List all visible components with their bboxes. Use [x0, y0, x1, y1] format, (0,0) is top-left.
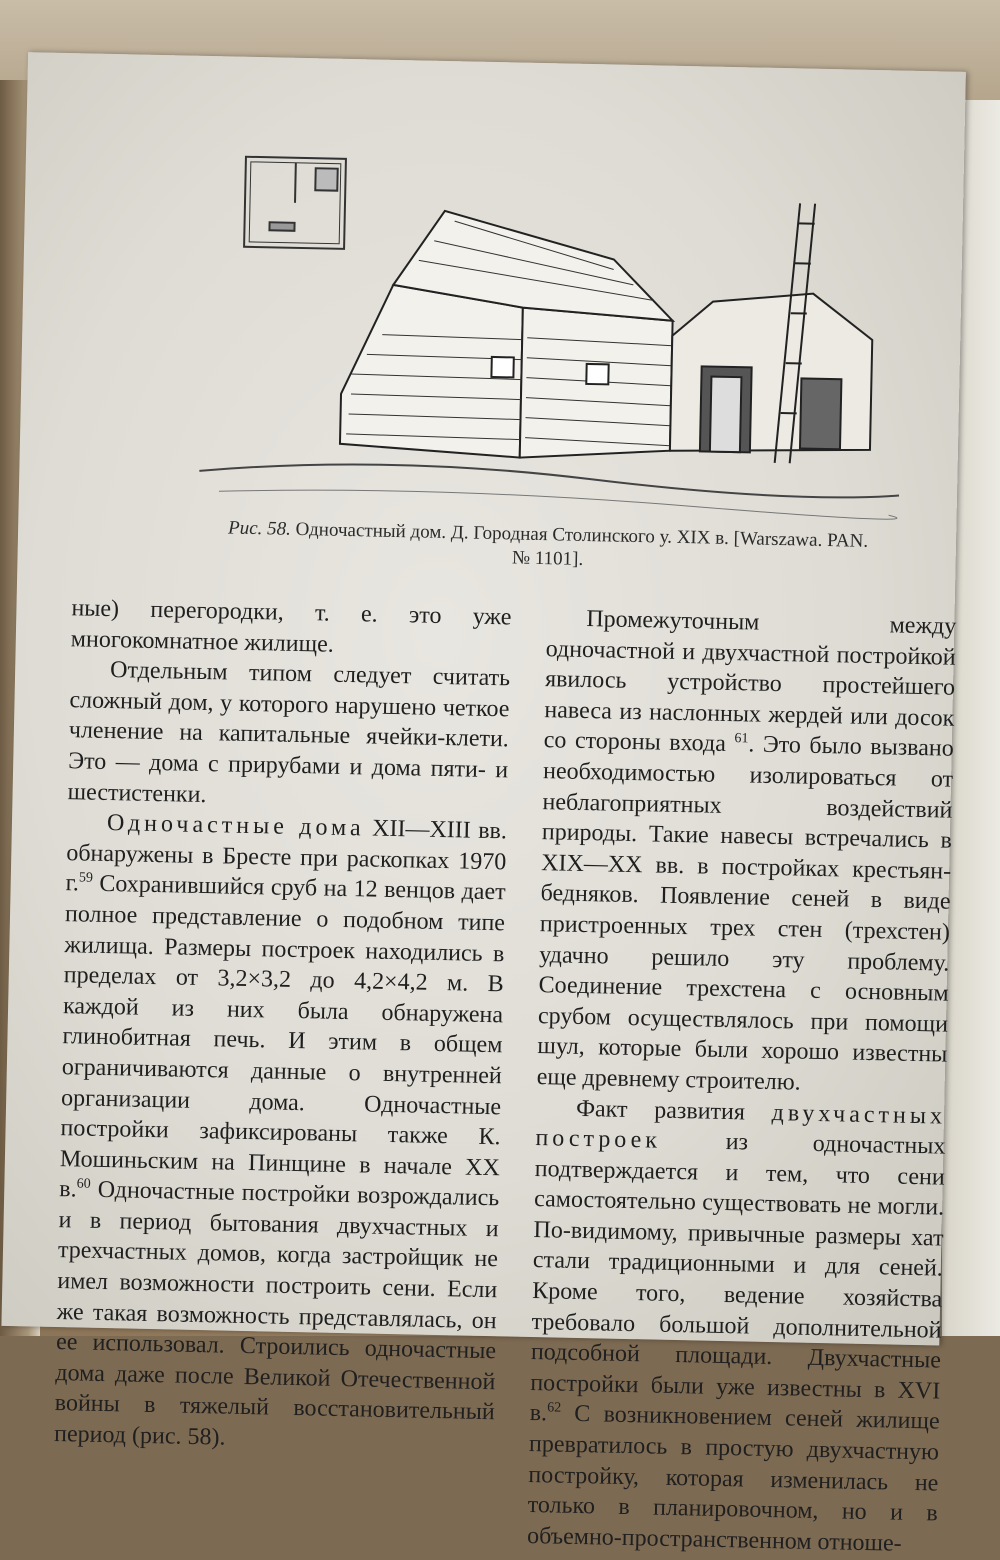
paragraph-text: Промежуточным между одночастной и двухчастной постройкой явилось устройство простейшего навеса из наслонных жердей или досок со стороны входа: [544, 606, 957, 757]
paragraph-text: Сохранившийся сруб на 12 венцов дает полное представление о подобном типе жилища. Размеры построек находились в пределах от 3,2×3,2 до 4,2×4,2 м. В каждой из них была обнаружена глинобитная печь. И этим в общем ограничиваются данные о внутренней организации дома. Одночастные постройки зафиксированы также К. Мошиньским на Пинщине в начале XX в.: [59, 871, 506, 1203]
book-page: [1, 52, 965, 1345]
paragraph-text: С возникновением сеней жилище превратилось в простую двухчастную постройку, которая изменилась не только в планировочном, но и в объемно-пространственном отноше-: [527, 1401, 940, 1557]
paragraph: [527, 1093, 947, 1560]
floor-plan: [244, 157, 346, 249]
figure-caption-text: Одночастный дом. Д. Городная Столинского у. XIX в. [Warszawa. PAN.: [295, 519, 868, 552]
spaced-term: Одночастные дома: [107, 810, 365, 841]
footnote-ref: 60: [77, 1177, 91, 1192]
right-column: [527, 603, 957, 1560]
paragraph-text: из одночастных подтверждается и тем, что сени самостоятельно существовать не могли. По-видимому, привычные размеры хат стали традиционными и для сеней. Кроме того, ведение хозяйства требовало большой дополнительной подсобной площади. Двухчастные постройки были уже известны в XVI в.: [529, 1128, 945, 1427]
paragraph: Отдельным типом следует считать сложный дом, у которого нарушено четкое членение на капитальные ячейки-клети. Это — дома с прирубами и дома пяти- и шестистенки.: [67, 654, 510, 816]
footnote-ref: 61: [734, 731, 748, 746]
left-column: [54, 593, 512, 1459]
paragraph-text: Факт развития: [576, 1095, 772, 1125]
paragraph: [54, 807, 507, 1459]
footnote-ref: 59: [79, 871, 93, 886]
paragraph-text: . Это было вызвано необходимостью изолироваться от неблагоприятных воздействий природы. Такие навесы встречались в XIX—XX вв. в постройках крестьян-бедняков. Появление сеней в виде пристроенных трех стен (трехстен) удачно решило эту проблему. Соединение трехстена с основным срубом осуществлялось при помощи шул, которые были хорошо известны еще древнему строителю.: [536, 732, 954, 1096]
paragraph: ные) перегородки, т. е. это уже многокомнатное жилище.: [71, 593, 512, 663]
figure-label: Рис. 58.: [228, 517, 291, 539]
paragraph: [536, 603, 956, 1101]
spaced-term: двухчастных построек: [535, 1099, 946, 1153]
paragraph-text: XII—XIII вв. обнаружены в Бресте при раскопках 1970 г.: [65, 816, 507, 897]
figure-caption-text-2: № 1101].: [512, 547, 584, 569]
footnote-ref: 62: [547, 1401, 561, 1416]
paragraph-text: Одночастные постройки возрождались и в период бытования двухчастных и трехчастных домов, когда застройщик не имел возможности построить сени. Если же такая возможность представлялась, он ее использовал. Строились одночастные дома даже после Великой Отечественной войны в тяжелый восстановительный период (рис. 58).: [54, 1177, 500, 1451]
